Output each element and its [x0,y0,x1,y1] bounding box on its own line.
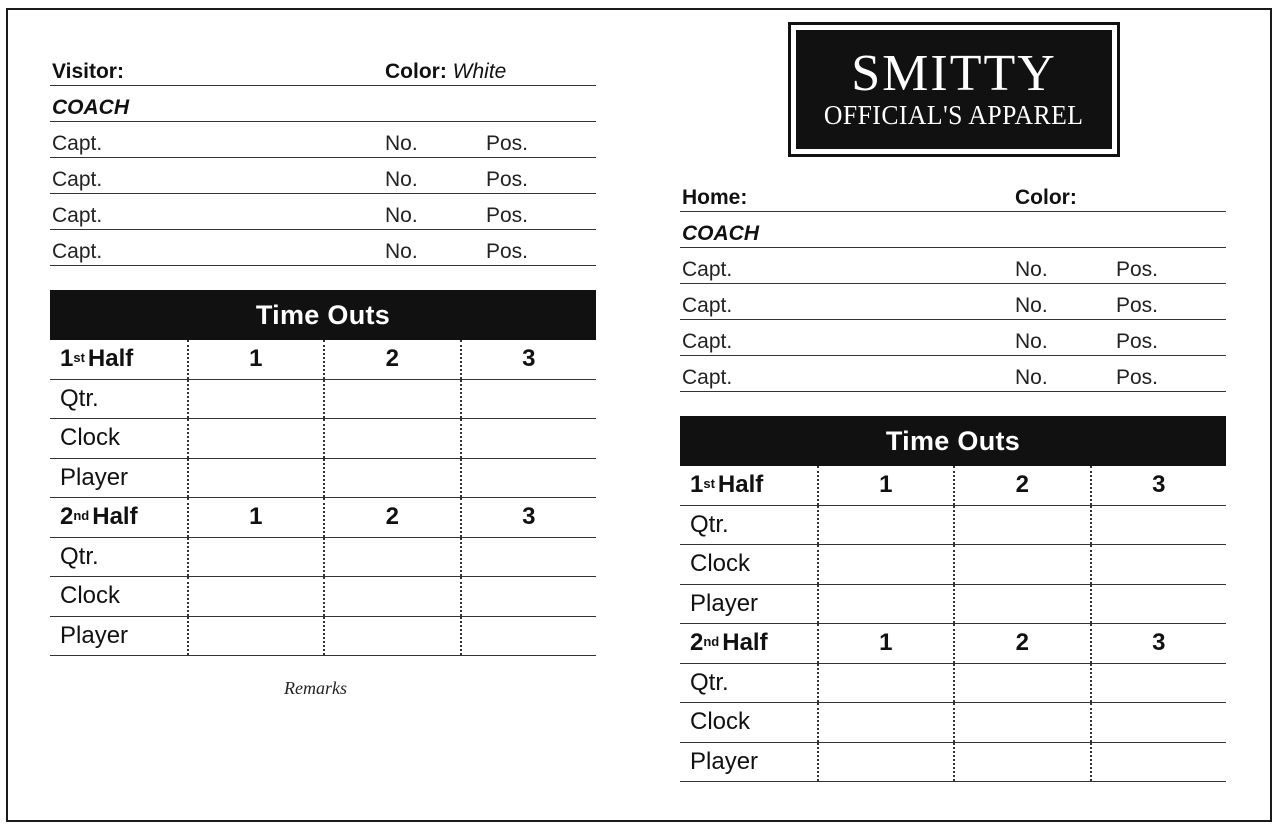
second-half-label: 2 $^{nd}$ Half [690,629,768,657]
visitor-color-label: Color: [385,60,447,83]
timeout-cell[interactable] [817,703,954,742]
captain-label: Capt. [682,366,733,389]
first-half-row [680,466,1226,506]
timeout-cell[interactable] [323,459,460,498]
quarter-row [50,538,596,578]
captain-label: Capt. [682,330,733,353]
home-captain-line[interactable] [680,284,1226,320]
visitor-color [385,60,506,84]
timeouts-header: Time Outs [50,290,596,340]
timeouts-table [50,340,596,656]
captain-label: Capt. [52,240,103,263]
logo-brand: SMITTY [851,44,1057,102]
clock-label: Clock [690,550,751,578]
visitor-team-line[interactable] [50,50,596,86]
player-label: Player [690,589,759,617]
timeout-cell[interactable] [323,538,460,577]
position-label: Pos. [1116,294,1159,317]
second-half-row [50,498,596,538]
number-label: No. [385,204,418,227]
captain-label: Capt. [682,258,733,281]
timeout-col-3: 3 [1090,624,1227,663]
number-label: No. [385,168,418,191]
captain-label: Capt. [52,204,103,227]
timeout-cell[interactable] [1090,545,1227,584]
position-label: Pos. [486,168,529,191]
captain-label: Capt. [52,168,103,191]
player-row [680,743,1226,783]
position-label: Pos. [1116,366,1159,389]
timeout-cell[interactable] [323,617,460,656]
first-half-row [50,340,596,380]
position-label: Pos. [486,204,529,227]
timeout-cell[interactable] [953,585,1090,624]
player-row [50,617,596,657]
timeout-cell[interactable] [187,459,324,498]
home-coach-label: COACH [682,222,759,245]
home-color [1015,186,1077,210]
quarter-label: Qtr. [690,668,729,696]
quarter-row [680,506,1226,546]
home-captain-line[interactable] [680,320,1226,356]
timeout-col-2: 2 [953,624,1090,663]
timeout-col-2: 2 [323,340,460,379]
clock-row [680,545,1226,585]
home-label: Home: [682,186,748,209]
timeout-col-1: 1 [817,466,954,505]
timeout-cell[interactable] [1090,703,1227,742]
timeouts-header: Time Outs [680,416,1226,466]
timeout-cell[interactable] [187,538,324,577]
number-label: No. [1015,294,1048,317]
timeout-col-2: 2 [953,466,1090,505]
timeout-cell[interactable] [460,617,597,656]
quarter-label: Qtr. [60,542,99,570]
home-color-label: Color: [1015,186,1077,209]
timeout-cell[interactable] [460,419,597,458]
visitor-captain-line[interactable] [50,158,596,194]
clock-label: Clock [60,424,121,452]
timeout-cell[interactable] [187,577,324,616]
visitor-panel [50,50,596,656]
home-panel [680,176,1226,782]
home-team-line[interactable] [680,176,1226,212]
quarter-row [50,380,596,420]
timeout-col-3: 3 [1090,466,1227,505]
second-half-label: 2 $^{nd}$ Half [60,503,138,531]
player-label: Player [60,621,129,649]
player-label: Player [690,747,759,775]
first-half-label: 1 $^{st}$ Half [690,471,764,499]
timeout-cell[interactable] [817,545,954,584]
player-row [680,585,1226,625]
clock-row [50,577,596,617]
timeout-cell[interactable] [187,419,324,458]
captain-label: Capt. [682,294,733,317]
number-label: No. [385,132,418,155]
captain-label: Capt. [52,132,103,155]
position-label: Pos. [486,240,529,263]
timeout-cell[interactable] [817,585,954,624]
clock-row [50,419,596,459]
timeout-col-3: 3 [460,340,597,379]
timeout-cell[interactable] [953,743,1090,782]
visitor-captain-line[interactable] [50,194,596,230]
timeouts-table [680,466,1226,782]
timeout-cell[interactable] [460,538,597,577]
timeout-col-2: 2 [323,498,460,537]
timeout-col-1: 1 [817,624,954,663]
timeout-cell[interactable] [1090,664,1227,703]
home-captain-line[interactable] [680,248,1226,284]
position-label: Pos. [486,132,529,155]
remarks-label: Remarks [284,678,347,698]
player-label: Player [60,463,129,491]
timeout-cell[interactable] [1090,743,1227,782]
visitor-color-value: White [452,60,507,83]
timeout-cell[interactable] [323,577,460,616]
number-label: No. [1015,258,1048,281]
timeout-cell[interactable] [953,545,1090,584]
timeout-cell[interactable] [460,459,597,498]
timeout-cell[interactable] [817,743,954,782]
number-label: No. [1015,330,1048,353]
timeout-cell[interactable] [817,664,954,703]
home-coach-line[interactable] [680,212,1226,248]
timeout-cell[interactable] [953,664,1090,703]
visitor-captain-line[interactable] [50,122,596,158]
timeout-cell[interactable] [323,380,460,419]
timeout-cell[interactable] [953,703,1090,742]
smitty-logo [788,22,1120,157]
quarter-label: Qtr. [60,384,99,412]
timeout-col-3: 3 [460,498,597,537]
timeout-col-1: 1 [187,498,324,537]
visitor-captain-line[interactable] [50,230,596,266]
quarter-row [680,664,1226,704]
logo-tagline: OFFICIAL'S APPAREL [824,99,1084,130]
clock-row [680,703,1226,743]
timeout-cell[interactable] [1090,585,1227,624]
timeout-cell[interactable] [460,577,597,616]
home-captain-line[interactable] [680,356,1226,392]
visitor-coach-line[interactable] [50,86,596,122]
number-label: No. [385,240,418,263]
quarter-label: Qtr. [690,510,729,538]
position-label: Pos. [1116,258,1159,281]
visitor-label: Visitor: [52,60,124,83]
visitor-coach-label: COACH [52,96,129,119]
number-label: No. [1015,366,1048,389]
timeout-cell[interactable] [187,617,324,656]
second-half-row [680,624,1226,664]
timeout-cell[interactable] [1090,506,1227,545]
timeout-cell[interactable] [460,380,597,419]
logo-badge [796,30,1112,149]
timeout-cell[interactable] [323,419,460,458]
first-half-label: 1 $^{st}$ Half [60,345,134,373]
player-row [50,459,596,499]
timeout-cell[interactable] [817,506,954,545]
timeout-cell[interactable] [953,506,1090,545]
timeout-col-1: 1 [187,340,324,379]
timeout-cell[interactable] [187,380,324,419]
clock-label: Clock [60,582,121,610]
position-label: Pos. [1116,330,1159,353]
clock-label: Clock [690,708,751,736]
